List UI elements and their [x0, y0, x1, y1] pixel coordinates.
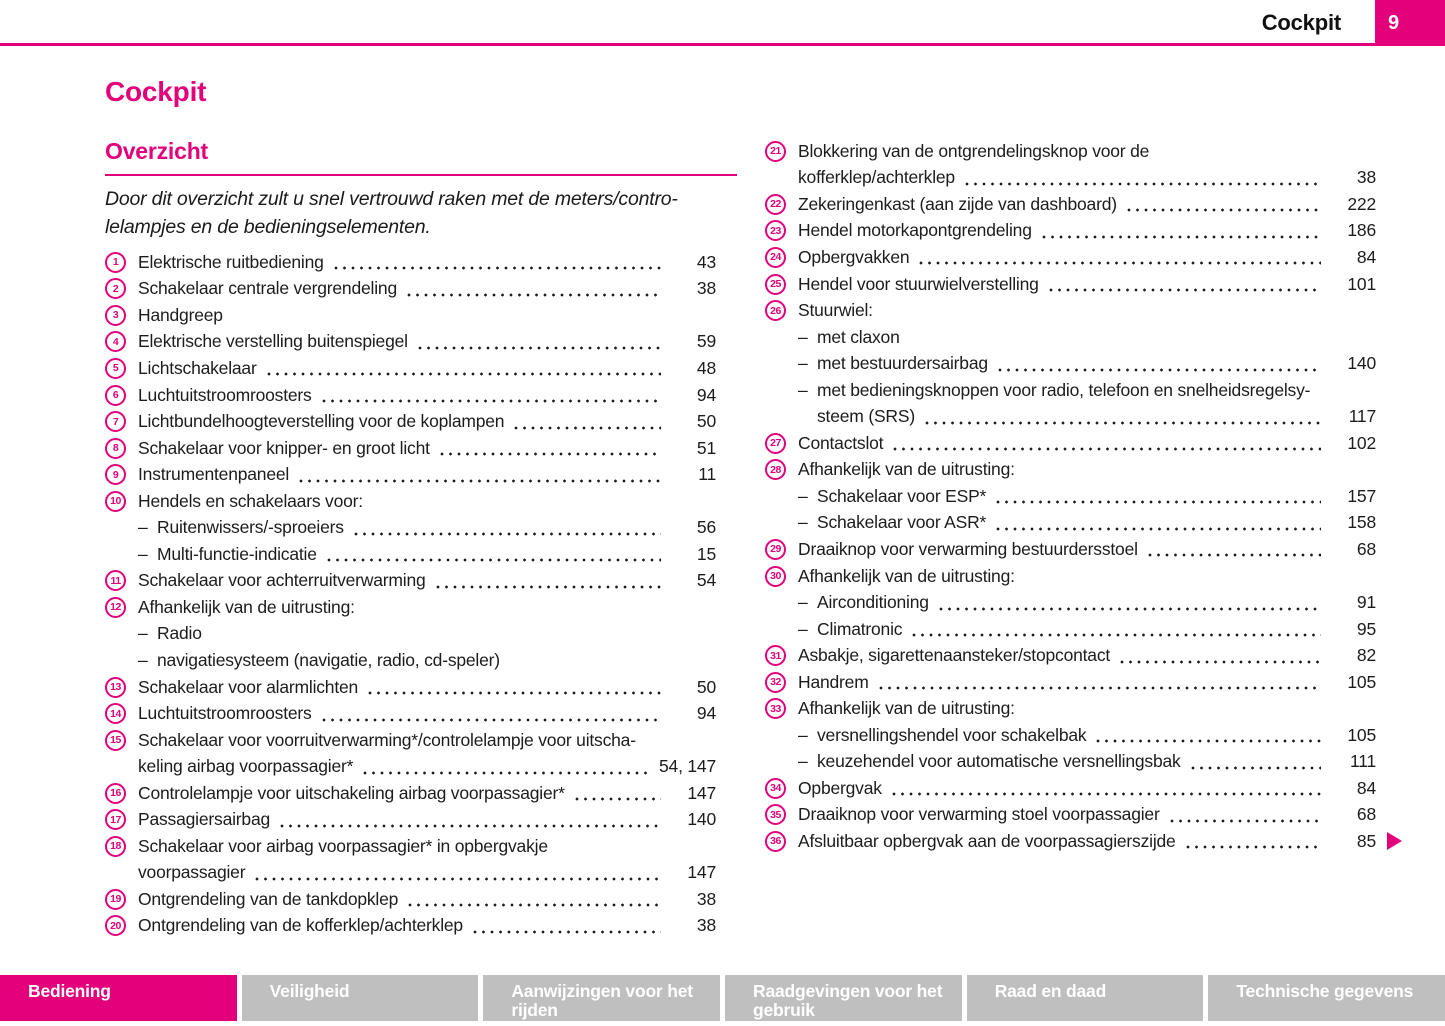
list-subitem [105, 514, 716, 541]
list-item-12 [105, 594, 716, 621]
list-subitem [765, 589, 1376, 616]
list-item-1 [105, 249, 716, 276]
item-label: Elektrische verstelling buitenspiegel [138, 331, 408, 352]
item-label: Controlelampje voor uitschakeling airbag voorpassagier* [138, 782, 565, 803]
dot-leader [473, 930, 661, 934]
item-number-badge: 18 [105, 836, 126, 857]
list-item-20 [105, 913, 716, 940]
item-number-badge: 6 [105, 385, 126, 406]
item-label: keuzehendel voor automatische versnellingsbak [817, 751, 1181, 772]
page-number-box [1375, 0, 1445, 46]
list-item-33 [765, 695, 1376, 722]
item-number-badge: 34 [765, 778, 786, 799]
item-label: Schakelaar voor voorruitverwarming*/controlelampje voor uitscha- [138, 729, 636, 750]
list-subitem [765, 403, 1376, 430]
dot-leader [1120, 660, 1321, 664]
list-item-28 [765, 457, 1376, 484]
list-item-3 [105, 302, 716, 329]
item-label: navigatiesysteem (navigatie, radio, cd-speler) [157, 649, 500, 670]
footer-tab-raadgevingen-voor-het-gebruik[interactable]: Raadgevingen voor het gebruik [725, 975, 962, 1021]
item-label: voorpassagier [138, 862, 246, 883]
item-label: Luchtuitstroomroosters [138, 384, 312, 405]
item-page-number: 95 [1356, 618, 1376, 639]
item-number-badge: 24 [765, 247, 786, 268]
list-subitem [765, 616, 1376, 643]
dot-leader [267, 372, 661, 376]
list-subitem [105, 621, 716, 648]
item-label: Opbergvak [798, 777, 882, 798]
item-page-number: 54, 147 [659, 756, 716, 777]
list-item-29 [765, 536, 1376, 563]
dot-leader [255, 877, 661, 881]
item-label: Hendels en schakelaars voor: [138, 490, 363, 511]
dot-leader [354, 532, 661, 536]
item-label: Hendel voor stuurwielverstelling [798, 273, 1039, 294]
item-page-number: 84 [1356, 246, 1376, 267]
header-rule [0, 43, 1445, 46]
item-page-number: 48 [696, 357, 716, 378]
item-number-badge: 29 [765, 539, 786, 560]
list-subitem [765, 324, 1376, 351]
footer-tab-technische-gegevens[interactable]: Technische gegevens [1208, 975, 1445, 1021]
section-heading-block [105, 138, 737, 176]
item-page-number: 140 [1347, 353, 1376, 374]
item-number-badge: 3 [105, 305, 126, 326]
item-label: Draaiknop voor verwarming stoel voorpassagier [798, 804, 1160, 825]
list-item-16 [105, 780, 716, 807]
dot-leader [925, 421, 1321, 425]
item-label: met claxon [817, 326, 900, 347]
footer-tab-bar [0, 975, 1445, 1021]
item-label: Schakelaar voor ESP* [817, 485, 987, 506]
item-number-badge: 30 [765, 566, 786, 587]
item-label: Schakelaar voor alarmlichten [138, 676, 359, 697]
dot-leader [418, 346, 661, 350]
item-number-badge: 10 [105, 491, 126, 512]
list-item-15-cont [105, 753, 716, 780]
list-item-6 [105, 382, 716, 409]
item-label: Contactslot [798, 432, 884, 453]
list-item-23 [765, 218, 1376, 245]
item-page-number: 85 [1356, 830, 1376, 851]
item-label: Blokkering van de ontgrendelingsknop voor de [798, 140, 1150, 161]
item-label: Afhankelijk van de uitrusting: [798, 565, 1015, 586]
item-page-number: 94 [696, 703, 716, 724]
item-page-number: 38 [696, 888, 716, 909]
dot-leader [299, 479, 661, 483]
item-number-badge: 16 [105, 783, 126, 804]
item-page-number: 68 [1356, 804, 1376, 825]
toc-column-right [765, 138, 1376, 855]
item-label: Schakelaar voor airbag voorpassagier* in opbergvakje [138, 835, 548, 856]
item-number-badge: 11 [105, 570, 126, 591]
item-number-badge: 23 [765, 220, 786, 241]
item-page-number: 222 [1347, 193, 1376, 214]
item-page-number: 94 [696, 384, 716, 405]
item-page-number: 157 [1347, 485, 1376, 506]
dash-marker: – [798, 326, 808, 347]
item-number-badge: 7 [105, 411, 126, 432]
dot-leader [322, 399, 661, 403]
dot-leader [912, 633, 1321, 637]
dot-leader [436, 585, 661, 589]
dash-marker: – [798, 485, 808, 506]
item-number-badge: 13 [105, 677, 126, 698]
list-item-36 [765, 828, 1376, 855]
list-subitem [765, 510, 1376, 537]
item-label: Stuurwiel: [798, 300, 873, 321]
section-intro [105, 186, 765, 241]
item-label: Luchtuitstroomroosters [138, 703, 312, 724]
item-number-badge: 20 [105, 915, 126, 936]
dot-leader [998, 368, 1321, 372]
dot-leader [919, 261, 1321, 265]
list-item-25 [765, 271, 1376, 298]
item-number-badge: 35 [765, 804, 786, 825]
item-number-badge: 4 [105, 331, 126, 352]
dash-marker: – [798, 751, 808, 772]
item-label: Schakelaar centrale vergrendeling [138, 278, 397, 299]
footer-tab-aanwijzingen-voor-het-rijden[interactable]: Aanwijzingen voor het rijden [483, 975, 720, 1021]
item-label: Passagiersairbag [138, 809, 271, 830]
item-label: Instrumentenpaneel [138, 464, 290, 485]
list-item-7 [105, 408, 716, 435]
item-label: Hendel motorkapontgrendeling [798, 220, 1032, 241]
item-label: Handrem [798, 671, 869, 692]
item-label: Ruitenwissers/-sproeiers [157, 517, 344, 538]
item-number-badge: 22 [765, 194, 786, 215]
list-item-2 [105, 276, 716, 303]
item-page-number: 68 [1356, 538, 1376, 559]
item-page-number: 50 [696, 676, 716, 697]
list-item-21-cont [765, 165, 1376, 192]
dot-leader [322, 718, 661, 722]
dash-marker: – [138, 623, 148, 644]
list-item-27 [765, 430, 1376, 457]
list-subitem [765, 350, 1376, 377]
dash-marker: – [798, 512, 808, 533]
item-number-badge: 19 [105, 889, 126, 910]
item-page-number: 38 [696, 278, 716, 299]
item-label: Handgreep [138, 304, 223, 325]
dot-leader [280, 824, 661, 828]
list-item-14 [105, 700, 716, 727]
item-number-badge: 9 [105, 464, 126, 485]
intro-line: Door dit overzicht zult u snel vertrouwd raken met de meters/contro- [105, 188, 678, 210]
item-page-number: 51 [696, 437, 716, 458]
item-page-number: 43 [696, 251, 716, 272]
dot-leader [408, 903, 661, 907]
dot-leader [1186, 845, 1321, 849]
continue-arrow-icon [1387, 832, 1402, 850]
item-page-number: 117 [1348, 406, 1376, 427]
item-label: Elektrische ruitbediening [138, 251, 324, 272]
dash-marker: – [138, 543, 148, 564]
list-item-21 [765, 138, 1376, 165]
dot-leader [514, 426, 661, 430]
item-number-badge: 32 [765, 672, 786, 693]
list-item-8 [105, 435, 716, 462]
item-number-badge: 26 [765, 300, 786, 321]
item-number-badge: 1 [105, 252, 126, 273]
list-item-31 [765, 642, 1376, 669]
list-item-18 [105, 833, 716, 860]
list-subitem [765, 749, 1376, 776]
page-title: Cockpit [105, 76, 207, 107]
footer-tab-raad-en-daad[interactable]: Raad en daad [967, 975, 1204, 1021]
dash-marker: – [798, 724, 808, 745]
item-label: Afhankelijk van de uitrusting: [798, 459, 1015, 480]
item-number-badge: 28 [765, 459, 786, 480]
dash-marker: – [798, 618, 808, 639]
item-page-number: 50 [696, 411, 716, 432]
list-item-4 [105, 329, 716, 356]
page-number: 9 [1388, 11, 1399, 34]
item-page-number: 140 [687, 809, 716, 830]
item-number-badge: 36 [765, 831, 786, 852]
footer-tab-bediening[interactable]: Bediening [0, 975, 237, 1021]
item-number-badge: 33 [765, 698, 786, 719]
item-label: Airconditioning [817, 592, 929, 613]
item-label: Zekeringenkast (aan zijde van dashboard) [798, 193, 1117, 214]
item-label: Asbakje, sigarettenaansteker/stopcontact [798, 645, 1111, 666]
item-label: Afsluitbaar opbergvak aan de voorpassagierszijde [798, 830, 1176, 851]
list-item-9 [105, 461, 716, 488]
list-item-26 [765, 297, 1376, 324]
item-number-badge: 25 [765, 274, 786, 295]
item-label: Radio [157, 623, 202, 644]
item-number-badge: 8 [105, 438, 126, 459]
item-page-number: 11 [698, 464, 716, 485]
item-page-number: 147 [687, 782, 716, 803]
dot-leader [1042, 235, 1321, 239]
dot-leader [1148, 553, 1321, 557]
item-page-number: 111 [1349, 751, 1376, 772]
item-page-number: 147 [687, 862, 716, 883]
dot-leader [368, 691, 661, 695]
list-item-32 [765, 669, 1376, 696]
list-item-10 [105, 488, 716, 515]
dot-leader [1191, 766, 1321, 770]
item-number-badge: 14 [105, 703, 126, 724]
item-label: steem (SRS) [817, 406, 915, 427]
list-subitem [105, 647, 716, 674]
list-item-35 [765, 802, 1376, 829]
list-item-30 [765, 563, 1376, 590]
dot-leader [334, 266, 661, 270]
item-page-number: 101 [1347, 273, 1376, 294]
dot-leader [407, 293, 661, 297]
list-item-34 [765, 775, 1376, 802]
item-label: Climatronic [817, 618, 903, 639]
item-label: Ontgrendeling van de kofferklep/achterklep [138, 915, 463, 936]
dash-marker: – [798, 592, 808, 613]
list-item-19 [105, 886, 716, 913]
dot-leader [939, 607, 1321, 611]
list-item-24 [765, 244, 1376, 271]
item-page-number: 84 [1356, 777, 1376, 798]
item-number-badge: 27 [765, 433, 786, 454]
item-label: Draaiknop voor verwarming bestuurdersstoel [798, 538, 1138, 559]
intro-line: lelampjes en de bedieningselementen. [105, 215, 431, 238]
dot-leader [893, 447, 1321, 451]
dot-leader [996, 500, 1321, 504]
dot-leader [965, 182, 1321, 186]
item-number-badge: 2 [105, 278, 126, 299]
section-heading: Overzicht [105, 138, 209, 164]
dash-marker: – [138, 649, 148, 670]
item-page-number: 56 [696, 517, 716, 538]
dot-leader [363, 771, 650, 775]
footer-tab-veiligheid[interactable]: Veiligheid [242, 975, 479, 1021]
dash-marker: – [138, 517, 148, 538]
dot-leader [1096, 739, 1321, 743]
dash-marker: – [798, 379, 808, 400]
item-page-number: 105 [1347, 671, 1376, 692]
dot-leader [879, 686, 1321, 690]
dot-leader [1170, 819, 1321, 823]
list-item-22 [765, 191, 1376, 218]
item-page-number: 38 [1356, 167, 1376, 188]
item-page-number: 82 [1356, 645, 1376, 666]
item-page-number: 38 [696, 915, 716, 936]
item-label: Afhankelijk van de uitrusting: [798, 698, 1015, 719]
item-page-number: 186 [1347, 220, 1376, 241]
dot-leader [327, 558, 661, 562]
dash-marker: – [798, 353, 808, 374]
list-item-15 [105, 727, 716, 754]
item-number-badge: 12 [105, 597, 126, 618]
item-label: Schakelaar voor achterruitverwarming [138, 570, 426, 591]
item-label: Schakelaar voor knipper- en groot licht [138, 437, 430, 458]
item-number-badge: 21 [765, 141, 786, 162]
dot-leader [892, 792, 1321, 796]
item-label: Afhankelijk van de uitrusting: [138, 596, 355, 617]
dot-leader [1049, 288, 1321, 292]
toc-column-left [105, 249, 716, 939]
item-label: met bedieningsknoppen voor radio, telefoon en snelheidsregelsy- [817, 379, 1311, 400]
list-subitem [765, 377, 1376, 404]
item-label: versnellingshendel voor schakelbak [817, 724, 1087, 745]
item-number-badge: 17 [105, 809, 126, 830]
item-label: Schakelaar voor ASR* [817, 512, 987, 533]
list-subitem [105, 541, 716, 568]
item-page-number: 91 [1356, 592, 1376, 613]
dot-leader [575, 797, 661, 801]
item-label: met bestuurdersairbag [817, 353, 988, 374]
running-header-section: Cockpit [1261, 10, 1341, 35]
item-page-number: 54 [696, 570, 716, 591]
item-number-badge: 5 [105, 358, 126, 379]
item-page-number: 15 [696, 543, 716, 564]
item-label: Lichtbundelhoogteverstelling voor de koplampen [138, 411, 505, 432]
item-number-badge: 31 [765, 645, 786, 666]
item-label: keling airbag voorpassagier* [138, 756, 354, 777]
item-label: Multi-functie-indicatie [157, 543, 317, 564]
item-page-number: 105 [1347, 724, 1376, 745]
list-item-11 [105, 568, 716, 595]
item-page-number: 59 [696, 331, 716, 352]
item-page-number: 158 [1347, 512, 1376, 533]
list-item-17 [105, 806, 716, 833]
list-item-18-cont [105, 860, 716, 887]
item-number-badge: 15 [105, 730, 126, 751]
list-subitem [765, 483, 1376, 510]
dot-leader [440, 452, 661, 456]
item-label: Ontgrendeling van de tankdopklep [138, 888, 399, 909]
list-subitem [765, 722, 1376, 749]
item-label: Opbergvakken [798, 246, 910, 267]
dot-leader [1127, 208, 1321, 212]
item-label: Lichtschakelaar [138, 357, 257, 378]
list-item-13 [105, 674, 716, 701]
item-label: kofferklep/achterklep [798, 167, 955, 188]
item-page-number: 102 [1347, 432, 1376, 453]
list-item-5 [105, 355, 716, 382]
dot-leader [996, 527, 1321, 531]
